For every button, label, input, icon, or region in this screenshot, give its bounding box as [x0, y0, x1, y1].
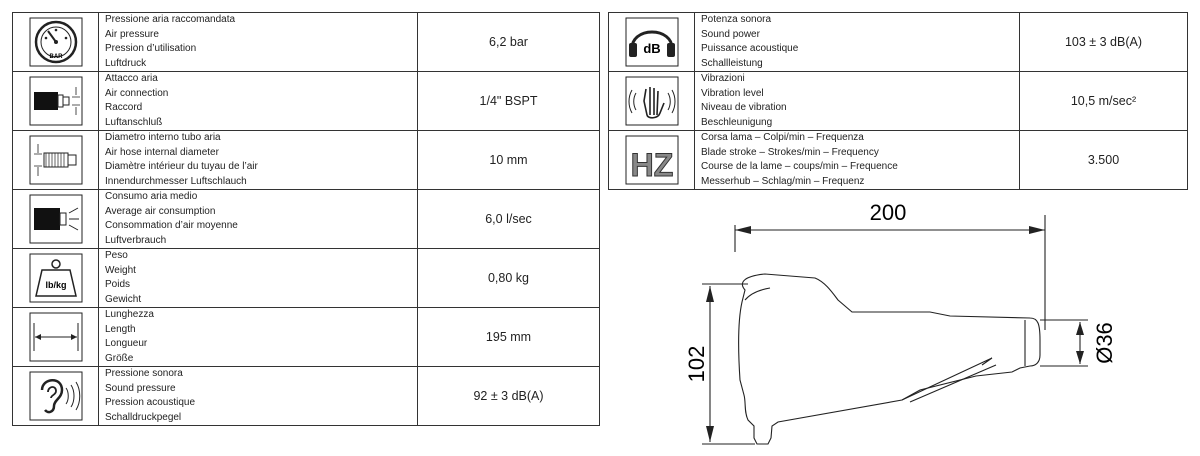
spec-value: 6,0 l/sec [418, 190, 600, 249]
spec-label-line: Poids [105, 279, 131, 290]
length-icon [26, 311, 86, 363]
spec-label-line: Potenza sonora [701, 14, 772, 25]
icon-cell [13, 72, 99, 131]
spec-label-line: Raccord [105, 102, 143, 113]
spec-label-line: Pressione aria raccomandata [105, 14, 236, 25]
height-dimension-label: 102 [684, 345, 709, 383]
svg-text:BAR: BAR [49, 54, 62, 60]
spec-label-line: Longueur [105, 338, 148, 349]
vibrating-hand-icon [622, 75, 682, 127]
spec-label-line: Pression d’utilisation [105, 43, 197, 54]
spec-label-line: Blade stroke – Strokes/min – Frequency [701, 146, 879, 158]
spec-label-line: Attacco aria [105, 73, 158, 84]
spec-row [13, 367, 600, 426]
hz-icon [622, 134, 682, 186]
icon-cell [13, 13, 99, 72]
hose-diameter-icon [26, 134, 86, 186]
spec-label-line: Innendurchmesser Luftschlauch [105, 175, 247, 187]
icon-cell [13, 308, 99, 367]
spec-value: 92 ± 3 dB(A) [418, 367, 600, 426]
spec-label-line: Air connection [105, 87, 169, 99]
spec-label-line: Consumo aria medio [105, 191, 198, 202]
spec-label-line: Consommation d’air moyenne [105, 220, 238, 231]
label-cell [99, 131, 418, 190]
spec-label-line: Messerhub – Schlag/min – Frequenz [701, 175, 865, 187]
spec-row [13, 249, 600, 308]
air-consumption-icon [26, 193, 86, 245]
tool-dimension-drawing [620, 190, 1180, 452]
spec-value: 10,5 m/sec² [1020, 72, 1188, 131]
length-dimension-label: 200 [869, 200, 907, 225]
icon-cell [13, 367, 99, 426]
spec-label-line: Luftverbrauch [105, 234, 167, 246]
icon-cell [609, 72, 695, 131]
spec-row [609, 72, 1188, 131]
spec-label-line: Beschleunigung [701, 116, 773, 128]
weight-icon [26, 252, 86, 304]
spec-row [609, 13, 1188, 72]
spec-label-line: Niveau de vibration [701, 102, 787, 113]
spec-label-line: Schalldruckpegel [105, 411, 182, 423]
label-cell [695, 13, 1020, 72]
spec-label-line: Sound pressure [105, 382, 176, 394]
spec-value: 10 mm [418, 131, 600, 190]
icon-cell [13, 190, 99, 249]
spec-label-line: Average air consumption [105, 205, 216, 217]
spec-label-line: Peso [105, 250, 128, 261]
spec-row [13, 72, 600, 131]
spec-row [13, 308, 600, 367]
spec-label-line: Lunghezza [105, 309, 154, 320]
spec-label-line: Diamètre intérieur du tuyau de l’air [105, 161, 258, 172]
spec-label-line: Vibrazioni [701, 73, 745, 84]
icon-cell [609, 131, 695, 190]
svg-text:HZ: HZ [630, 147, 673, 183]
spec-value: 6,2 bar [418, 13, 600, 72]
spec-row [609, 131, 1188, 190]
spec-label-line: Sound power [701, 28, 760, 40]
label-cell [99, 13, 418, 72]
spec-table-left [12, 12, 600, 426]
label-cell [99, 249, 418, 308]
spec-table-right [608, 12, 1188, 190]
spec-label-line: Air pressure [105, 28, 159, 40]
spec-label-line: Corsa lama – Colpi/min – Frequenza [701, 132, 864, 143]
spec-label-line: Diametro interno tubo aria [105, 132, 221, 143]
spec-row [13, 13, 600, 72]
spec-label-line: Luftdruck [105, 57, 147, 69]
icon-cell [13, 249, 99, 308]
spec-label-line: Luftanschluß [105, 116, 163, 128]
spec-label-line: Pression acoustique [105, 397, 196, 408]
pressure-gauge-icon [26, 16, 86, 68]
label-cell [99, 308, 418, 367]
svg-text:lb/kg: lb/kg [44, 280, 67, 290]
label-cell [695, 72, 1020, 131]
spec-label-line: Größe [105, 352, 134, 364]
label-cell [99, 367, 418, 426]
diameter-dimension-label: Ø36 [1092, 322, 1117, 364]
label-cell [99, 72, 418, 131]
headphones-db-icon [622, 16, 682, 68]
icon-cell [13, 131, 99, 190]
spec-value: 103 ± 3 dB(A) [1020, 13, 1188, 72]
spec-value: 195 mm [418, 308, 600, 367]
spec-label-line: Puissance acoustique [701, 43, 799, 54]
air-connection-icon [26, 75, 86, 127]
icon-cell [609, 13, 695, 72]
label-cell [99, 190, 418, 249]
spec-label-line: Weight [105, 264, 136, 276]
spec-label-line: Schallleistung [701, 57, 763, 69]
spec-value: 3.500 [1020, 131, 1188, 190]
ear-icon [26, 370, 86, 422]
spec-label-line: Length [105, 323, 136, 335]
spec-value: 1/4" BSPT [418, 72, 600, 131]
svg-text:dB: dB [642, 41, 661, 56]
spec-row [13, 131, 600, 190]
spec-label-line: Course de la lame – coups/min – Frequence [701, 161, 898, 172]
spec-label-line: Vibration level [701, 87, 764, 99]
spec-label-line: Gewicht [105, 293, 142, 305]
spec-label-line: Air hose internal diameter [105, 146, 219, 158]
spec-label-line: Pressione sonora [105, 368, 183, 379]
spec-row [13, 190, 600, 249]
label-cell [695, 131, 1020, 190]
spec-value: 0,80 kg [418, 249, 600, 308]
